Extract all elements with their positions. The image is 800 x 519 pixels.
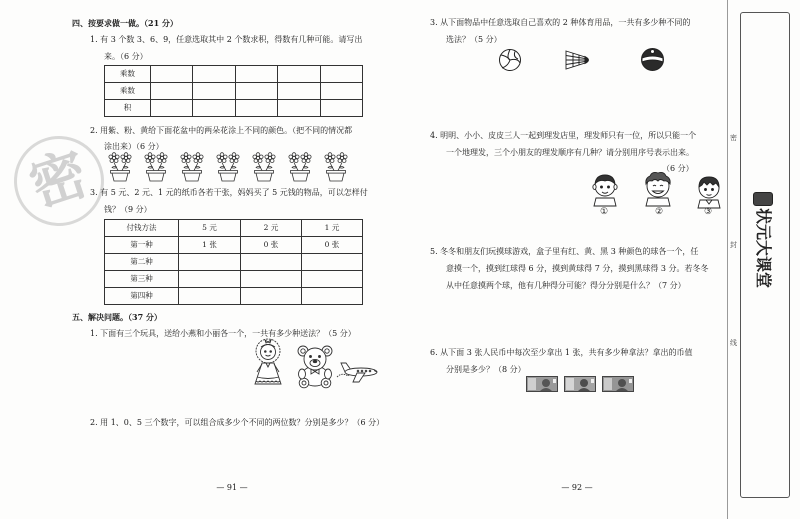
r-q3-line2: 选法？（5 分） [446,35,502,44]
shuttlecock-image [564,48,594,72]
product-table [104,65,363,117]
answer-cell [278,83,320,100]
page-number-right: — 92 — [561,483,593,492]
header-method: 付钱方法 [105,220,179,237]
table-row [105,83,363,100]
seal-char-3: 线 [730,339,737,347]
s4-q3-line1: 3. 有 5 元、2 元、1 元的纸币各若干张，妈妈买了 5 元钱的物品，可以怎样付 [90,188,368,197]
answer-cell [179,254,241,271]
answer-cell [151,100,193,117]
answer-cell [302,271,363,288]
answer-cell [302,288,363,305]
q4-line1: 4. 明明、小小、皮皮三人一起到理发店里，理发师只有一位，所以只能一个 [430,131,697,140]
answer-cell [235,100,277,117]
section5-heading: 五、解决问题。（37 分） [72,312,162,322]
row-label-factor: 乘数 [105,83,151,100]
kid-3-image [694,174,724,208]
row-label: 第四种 [105,288,179,305]
q6-line1: 6. 从下面 3 张人民币中每次至少拿出 1 张，共有多少种拿法？拿出的币值 [430,348,693,357]
kid-label-2: ② [655,207,664,217]
stamp-character: 密 [21,140,96,221]
section4-heading: 四、按要求做一做。（21 分） [72,18,178,28]
row-label: 第三种 [105,271,179,288]
watermark-stamp [2,124,115,237]
table-row [105,237,363,254]
answer-cell [179,271,241,288]
volleyball-image [498,48,522,72]
s5-q2-text: 2. 用 1、0、5 三个数字，可以组合成多少个不同的两位数？分别是多少？（6 分） [90,418,385,427]
header-5-yuan: 5 元 [179,220,241,237]
kid-label-3: ③ [704,207,713,217]
table-cell: 0 张 [302,237,363,254]
flower-pot-2 [145,153,167,181]
q4-line3: （6 分） [662,164,694,173]
q6-line2: 分别是多少？（8 分） [446,365,526,374]
answer-cell [278,66,320,83]
seal-char-2: 封 [730,241,737,249]
q5-line2: 意摸一个，摸到红球得 6 分，摸到黄球得 7 分，摸到黑球得 3 分。若冬冬 [446,264,709,273]
s4-q2-line2: 涂出来）（6 分） [104,142,164,151]
answer-cell [151,66,193,83]
flower-pots-image [106,152,350,183]
flower-pot-4 [217,153,239,181]
answer-cell [179,288,241,305]
table-header-row [105,220,363,237]
s5-q1-text: 1. 下面有三个玩具，送给小燕和小丽各一个，一共有多少种送法？（5 分） [90,329,356,338]
kid-2-image [640,170,676,206]
flower-pot-3 [181,153,203,181]
flower-pot-1 [109,153,131,181]
binding-margin-line [727,0,728,519]
r-q3-line1: 3. 从下面物品中任意选取自己喜欢的 2 种体育用品，一共有多少种不同的 [430,18,691,27]
header-1-yuan: 1 元 [302,220,363,237]
answer-cell [241,254,302,271]
flower-pot-7 [325,153,347,181]
q5-line3: 从中任意摸两个球，他有几种得分可能？得分分别是什么？（7 分） [446,281,686,290]
answer-cell [193,100,235,117]
table-cell: 0 张 [241,237,302,254]
s4-q3-line2: 钱？（9 分） [104,205,152,214]
table-row [105,254,363,271]
logo-emblem-icon [753,192,773,206]
row-label-factor: 乘数 [105,66,151,83]
banknote-2-image [564,376,596,392]
answer-cell [235,66,277,83]
answer-cell [235,83,277,100]
flower-pot-5 [253,153,275,181]
answer-cell [241,271,302,288]
table-cell: 1 张 [179,237,241,254]
s4-q1-line1: 1. 有 3 个数 3、6、9，任意选取其中 2 个数求积，得数有几种可能。请写出 [90,35,363,44]
answer-cell [320,66,362,83]
brand-logo: 状元大课堂 [754,208,773,289]
teddy-bear-image [294,344,336,388]
answer-cell [320,100,362,117]
row-label: 第二种 [105,254,179,271]
answer-cell [278,100,320,117]
banknote-1-image [526,376,558,392]
seal-char-1: 密 [730,134,737,142]
banknote-3-image [602,376,634,392]
kid-label-1: ① [600,207,609,217]
s4-q1-line2: 来。（6 分） [104,52,148,61]
row-label-product: 积 [105,100,151,117]
airplane-image [336,355,380,385]
answer-cell [193,66,235,83]
answer-cell [320,83,362,100]
flower-pot-6 [289,153,311,181]
header-2-yuan: 2 元 [241,220,302,237]
doll-image [248,337,288,387]
answer-cell [151,83,193,100]
kid-1-image [590,172,620,206]
answer-cell [193,83,235,100]
row-label: 第一种 [105,237,179,254]
s4-q2-line1: 2. 用紫、粉、黄给下面花盆中的两朵花涂上不同的颜色。（把不同的情况都 [90,126,353,135]
table-row [105,288,363,305]
table-row [105,271,363,288]
table-row [105,100,363,117]
payment-table [104,219,363,305]
answer-cell [241,288,302,305]
answer-cell [302,254,363,271]
q5-line1: 5. 冬冬和朋友们玩摸球游戏，盒子里有红、黄、黑 3 种颜色的球各一个，任 [430,247,699,256]
page-number-left: — 91 — [216,483,248,492]
q4-line2: 一个地理发，三个小朋友的理发顺序有几种？请分别用序号表示出来。 [446,148,694,157]
ball-image [640,47,665,72]
table-row [105,66,363,83]
